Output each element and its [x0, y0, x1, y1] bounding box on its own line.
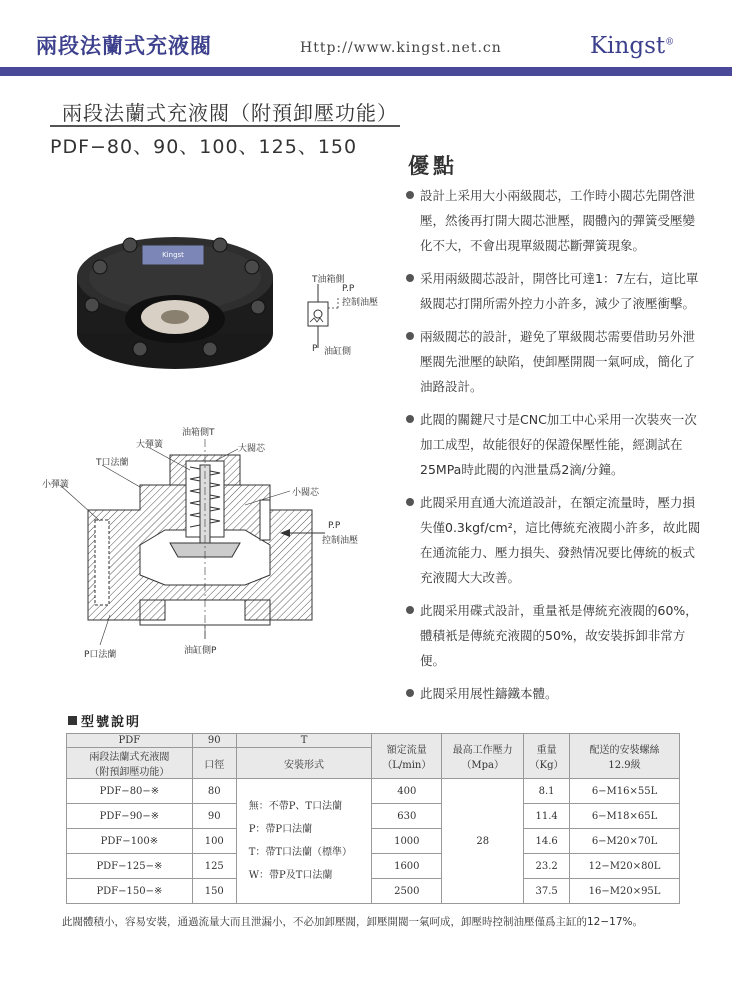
header-size: 口徑: [192, 748, 236, 779]
install-option: T：帶T口法蘭（標準）: [248, 847, 353, 858]
cell-size: 80: [192, 779, 236, 804]
header-install: 安裝形式: [236, 748, 372, 779]
cell-weight: 11.4: [524, 804, 570, 829]
symbol-pp: P.P: [342, 284, 355, 294]
cell-flow: 1000: [372, 829, 442, 854]
label-tank-side-t: 油箱側T: [182, 428, 215, 438]
cell-flow: 1600: [372, 854, 442, 879]
header-pressure-unit: （Mpa）: [461, 760, 504, 771]
cell-model: PDF−90−※: [67, 804, 193, 829]
header-model-note: （附預卸壓功能）: [89, 767, 170, 778]
brand-logo: [590, 33, 674, 59]
header-url[interactable]: Http://www.kingst.net.cn: [300, 40, 502, 56]
product-name: 兩段法蘭式充液閥（附預卸壓功能）: [62, 101, 398, 125]
cell-size: 100: [192, 829, 236, 854]
title-divider: [50, 125, 400, 127]
advantage-item: 此閥采用碟式設計，重量衹是傳統充液閥的60%，體積衹是傳統充液閥的50%，故安裝拆卸非常方便。: [404, 598, 704, 673]
cell-weight: 37.5: [524, 879, 570, 904]
cell-bolts: 6−M18×65L: [570, 804, 680, 829]
label-p-flange: P口法蘭: [84, 650, 117, 660]
model-spec-table: [66, 733, 680, 904]
header-90: 90: [192, 734, 236, 748]
table-row: [67, 854, 680, 879]
label-pilot: 控制油壓: [322, 536, 359, 546]
header-bolts-grade: 12.9級: [608, 760, 641, 771]
cell-bolts: 16−M20×95L: [570, 879, 680, 904]
install-option: W：帶P及T口法蘭: [248, 870, 333, 881]
cell-size: 125: [192, 854, 236, 879]
symbol-pilot: 控制油壓: [342, 298, 379, 308]
plate-text: Kingst: [162, 251, 184, 259]
install-option: 無：不帶P、T口法蘭: [248, 801, 343, 812]
header-weight-name: 重量: [536, 745, 557, 756]
cell-max-pressure: 28: [442, 779, 524, 904]
advantages-title: 優點: [408, 154, 458, 178]
cell-model: PDF−150−※: [67, 879, 193, 904]
table-row: [67, 804, 680, 829]
product-models: PDF−80、90、100、125、150: [50, 136, 358, 158]
cell-bolts: 6−M20×70L: [570, 829, 680, 854]
cell-flow: 400: [372, 779, 442, 804]
label-small-spool: 小閥芯: [292, 488, 320, 498]
advantage-item: 兩級閥芯的設計，避免了單級閥芯需要借助另外泄壓閥先泄壓的缺陷，使卸壓開閥一氣呵成，簡化了油路設計。: [404, 324, 704, 399]
header-flow-name: 額定流量: [386, 745, 427, 756]
cell-model: PDF−100※: [67, 829, 193, 854]
model-table-heading: [68, 711, 141, 730]
header-weight-unit: （Kg）: [529, 760, 564, 771]
advantage-item: 此閥采用展性鑄鐵本體。: [404, 681, 704, 706]
model-table-heading-text: 型號說明: [81, 715, 142, 730]
header-bar: [0, 67, 732, 76]
label-pp: P.P: [328, 521, 341, 531]
header-weight: [524, 734, 570, 779]
advantage-item: 此閥采用直通大流道設計，在額定流量時，壓力損失僅0.3kgf/cm²，這比傳統充液閥小許多，故此閥在通流能力、壓力損失、發熱情况要比傳統的板式充液閥大大改善。: [404, 490, 704, 590]
advantage-item: 設計上采用大小兩級閥芯，工作時小閥芯先開啓泄壓，然後再打開大閥芯泄壓，閥體內的彈簧受壓變化不大，不會出現單級閥芯斷彈簧現象。: [404, 183, 704, 258]
cell-weight: 8.1: [524, 779, 570, 804]
symbol-t-side: T油箱側: [312, 275, 345, 285]
install-option: P：帶P口法蘭: [248, 824, 313, 835]
header-pressure-name: 最高工作壓力: [452, 745, 513, 756]
table-row: [67, 779, 680, 804]
header-flow: [372, 734, 442, 779]
header-bolts-name: 配送的安裝螺絲: [589, 745, 660, 756]
symbol-p-side: P: [312, 344, 318, 354]
label-small-spring: 小彈簧: [42, 480, 70, 490]
cell-weight: 14.6: [524, 829, 570, 854]
table-row: [67, 879, 680, 904]
section-drawing: [40, 425, 370, 665]
advantage-item: 采用兩級閥芯設計，開啓比可達1：7左右，這比單級閥芯打開所需外控力小許多，減少了液壓衝擊。: [404, 266, 704, 316]
header-title: 兩段法蘭式充液閥: [36, 34, 212, 58]
label-t-flange: T口法蘭: [96, 458, 129, 468]
cell-size: 150: [192, 879, 236, 904]
header-bolts: [570, 734, 680, 779]
brand-name: Kingst: [590, 33, 666, 59]
cell-install-options: [236, 779, 372, 904]
cell-model: PDF−125−※: [67, 854, 193, 879]
header-flow-unit: （L/min）: [382, 760, 432, 771]
label-cyl-side-p: 油缸側P: [184, 646, 217, 656]
cell-size: 90: [192, 804, 236, 829]
footnote: 此閥體積小，容易安裝，通過流量大而且泄漏小，不必加卸壓閥，卸壓開閥一氣呵成，卸壓時控制油壓僅爲主缸的12−17%。: [62, 916, 643, 928]
header-model: [67, 748, 193, 779]
advantages-list: [404, 183, 704, 714]
advantage-item: 此閥的關鍵尺寸是CNC加工中心采用一次裝夾一次加工成型，故能很好的保證保壓性能，經測試在25MPa時此閥的內泄量爲2滴/分鐘。: [404, 407, 704, 482]
cell-model: PDF−80−※: [67, 779, 193, 804]
header-pdf: PDF: [67, 734, 193, 748]
label-big-spool: 大閥芯: [238, 444, 266, 454]
header-pressure: [442, 734, 524, 779]
cell-flow: 2500: [372, 879, 442, 904]
cell-weight: 23.2: [524, 854, 570, 879]
cell-bolts: 6−M16×55L: [570, 779, 680, 804]
cell-bolts: 12−M20×80L: [570, 854, 680, 879]
header-model-name: 兩段法蘭式充液閥: [89, 752, 170, 763]
header-t: T: [236, 734, 372, 748]
label-big-spring: 大彈簧: [136, 440, 164, 450]
registered-mark: ®: [665, 37, 675, 48]
table-row: [67, 829, 680, 854]
product-photo: [70, 215, 280, 375]
hydraulic-symbol: [290, 268, 410, 368]
cell-flow: 630: [372, 804, 442, 829]
symbol-cylinder: 油缸側: [324, 347, 352, 357]
square-bullet-icon: [68, 716, 77, 725]
